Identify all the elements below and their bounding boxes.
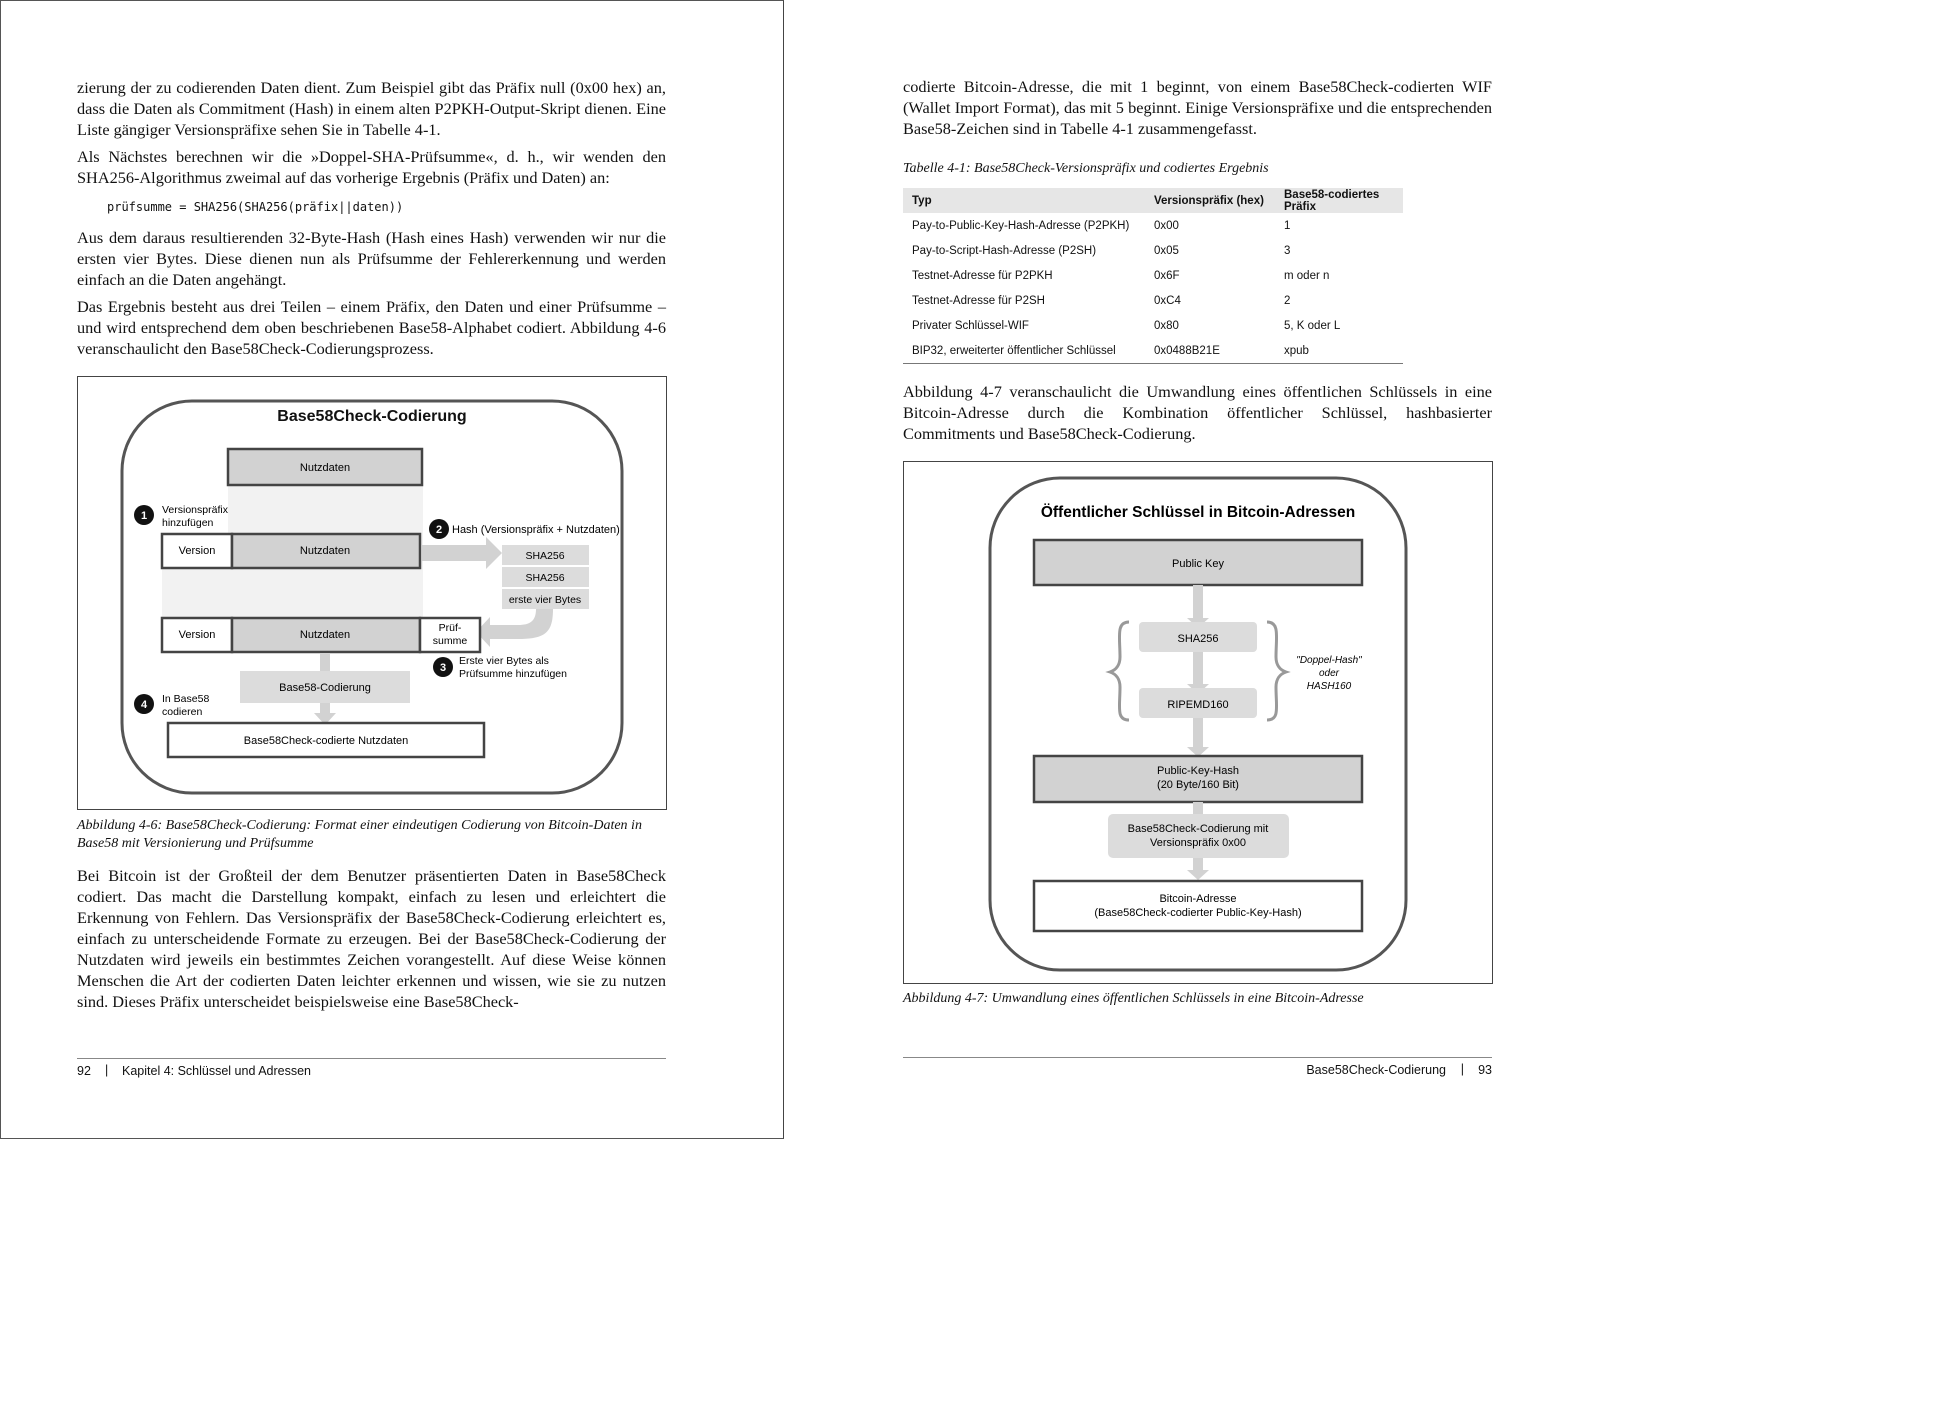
address-box-a: Bitcoin-Adresse: [1159, 893, 1237, 905]
left-page-number: 92: [77, 1064, 91, 1078]
table-row: [903, 213, 1403, 238]
ripemd160-box: RIPEMD160: [1167, 699, 1229, 711]
step-3-label-b: Prüfsumme hinzufügen: [459, 668, 567, 680]
first-four-bytes: erste vier Bytes: [508, 594, 582, 606]
table-cell: 0x0488B21E: [1145, 338, 1275, 364]
table-header-prefix: Versionspräfix (hex): [1145, 188, 1275, 213]
checksum-box-a: Prüf-: [438, 622, 462, 634]
step-4-label-b: codieren: [162, 706, 203, 718]
table-cell: xpub: [1275, 338, 1403, 364]
diagram-title: Öffentlicher Schlüssel in Bitcoin-Adressen: [1040, 504, 1356, 521]
left-chapter-title: Kapitel 4: Schlüssel und Adressen: [122, 1064, 312, 1078]
paragraph-3: Aus dem daraus resultierenden 32-Byte-Hash (Hash eines Hash) verwenden wir nur die ersten vier Bytes. Diese dienen nun als Prüfsumme der Fehlererkennung und werden einfach an die Daten angehängt.: [77, 228, 666, 289]
step-2-number: 2: [435, 524, 443, 536]
double-hash-note-b: oder: [1318, 668, 1340, 679]
table-cell: 0x6F: [1154, 269, 1180, 282]
double-hash-note-a: "Doppel-Hash": [1296, 655, 1362, 666]
pkh-box-b: (20 Byte/160 Bit): [1157, 779, 1239, 791]
left-page: [0, 0, 784, 1139]
sha256-a: SHA256: [525, 550, 565, 562]
base58check-result: Base58Check-codierte Nutzdaten: [243, 735, 409, 747]
footer-separator-left: |: [105, 1063, 109, 1077]
step-3-number: 3: [439, 662, 447, 674]
sha256-b: SHA256: [525, 572, 565, 584]
table-cell: BIP32, erweiterter öffentlicher Schlüssel: [903, 338, 1145, 364]
nutzdaten-top: Nutzdaten: [299, 462, 351, 474]
step-4-number: 4: [140, 699, 148, 711]
table-cell: 0xC4: [1154, 294, 1181, 307]
figure-4-6-caption: Abbildung 4-6: Base58Check-Codierung: Format einer eindeutigen Codierung von Bitcoin-Daten in Base58 mit Versionierung und Prüfsumme: [77, 818, 642, 851]
public-key-box: Public Key: [1172, 558, 1224, 570]
b58-box-b: Versionspräfix 0x00: [1150, 837, 1246, 849]
left-footer: [77, 1058, 666, 1083]
table-cell: Pay-to-Script-Hash-Adresse (P2SH): [912, 244, 1097, 257]
version-prefix-table: [903, 188, 1403, 364]
version-box-1: Version: [178, 545, 216, 557]
pubkey-to-address-diagram: [904, 462, 1491, 982]
table-cell: m oder n: [1284, 269, 1330, 282]
table-cell: 1: [1284, 219, 1291, 232]
table-row: [903, 238, 1403, 263]
table-cell: Testnet-Adresse für P2PKH: [912, 269, 1053, 282]
b58-box-a: Base58Check-Codierung mit: [1127, 823, 1269, 835]
table-4-1-caption: Tabelle 4-1: Base58Check-Versionspräfix und codiertes Ergebnis: [903, 161, 1269, 176]
table-row: [903, 338, 1403, 364]
table-header-type: Typ: [903, 188, 1145, 213]
table-row: [903, 263, 1403, 288]
table-cell: 2: [1284, 294, 1291, 307]
table-cell: Privater Schlüssel-WIF: [912, 319, 1029, 332]
right-footer: [903, 1057, 1492, 1082]
diagram-title: Base58Check-Codierung: [277, 408, 467, 425]
figure-4-7: [903, 461, 1493, 984]
step-1-label-a: Versionspräfix: [162, 504, 228, 516]
double-hash-note-c: HASH160: [1306, 681, 1352, 692]
table-cell: 0x05: [1154, 244, 1179, 257]
checksum-code: prüfsumme = SHA256(SHA256(präfix||daten)): [107, 200, 404, 214]
paragraph-4: Das Ergebnis besteht aus drei Teilen – einem Präfix, den Daten und einer Prüfsumme – und wird entsprechend dem oben beschriebenen Base58-Alphabet codiert. Abbildung 4-6 veranschaulicht den Base58Check-Codierungsprozess.: [77, 297, 666, 358]
table-cell: Testnet-Adresse für P2SH: [912, 294, 1045, 307]
step-1-label-b: hinzufügen: [162, 517, 214, 529]
table-cell: 5, K oder L: [1284, 319, 1341, 332]
footer-separator-right: |: [1460, 1062, 1464, 1076]
table-row: [903, 288, 1403, 313]
step-4-label-a: In Base58: [162, 693, 210, 705]
table-header-row: [903, 188, 1403, 213]
table-cell: 0x80: [1154, 319, 1179, 332]
figure-4-7-caption: Abbildung 4-7: Umwandlung eines öffentlichen Schlüssels in eine Bitcoin-Adresse: [903, 991, 1364, 1006]
right-page-number: 93: [1478, 1063, 1492, 1077]
right-intro-paragraph: codierte Bitcoin-Adresse, die mit 1 beginnt, von einem Base58Check-codierten WIF (Wallet Import Format), das mit 5 beginnt. Einige Versionspräfixe und die entsprechenden Base58-Zeichen sind in Tabelle 4-1 zusammengefasst.: [903, 77, 1492, 138]
paragraph-5: Bei Bitcoin ist der Großteil der dem Benutzer präsentierten Daten in Base58Check codiert. Das macht die Darstellung kompakt, einfach zu lesen und erleichtert die Erkennung von Fehlern. Das Versionspräfix der Base58Check-Codierung erleichtert es, einfach zu unterscheidende Formate zu erzeugen. Bei der Base58Check-Codierung der Nutzdaten wird jeweils ein bestimmtes Zeichen vorangestellt. Auf diese Weise können Menschen die Art der codierten Daten leichter erkennen und wissen, wie sie zu nutzen sind. Dieses Präfix unterscheidet beispielsweise eine Base58Check-: [77, 866, 666, 1011]
table-cell: 3: [1284, 244, 1291, 257]
table-cell: 0x00: [1154, 219, 1179, 232]
right-page: [784, 0, 1557, 1139]
step-3-label-a: Erste vier Bytes als: [459, 655, 549, 667]
right-section-title: Base58Check-Codierung: [1306, 1063, 1446, 1077]
nutzdaten-bottom: Nutzdaten: [299, 629, 351, 641]
address-box-b: (Base58Check-codierter Public-Key-Hash): [1094, 907, 1302, 919]
table-cell: Pay-to-Public-Key-Hash-Adresse (P2PKH): [912, 219, 1130, 232]
table-row: [903, 313, 1403, 338]
nutzdaten-mid: Nutzdaten: [299, 545, 351, 557]
step-2-label: Hash (Versionspräfix + Nutzdaten): [452, 524, 620, 536]
table-header-encoded: Base58-codiertes Präfix: [1275, 188, 1403, 213]
pkh-box-a: Public-Key-Hash: [1157, 765, 1239, 777]
figure-4-6: [77, 376, 667, 810]
step-1-number: 1: [140, 510, 148, 522]
base58check-diagram: [78, 377, 665, 808]
paragraph-2: Als Nächstes berechnen wir die »Doppel-SHA-Prüfsumme«, d. h., wir wenden den SHA256-Algorithmus zweimal auf das vorherige Ergebnis (Präfix und Daten) an:: [77, 147, 666, 187]
sha256-box: SHA256: [1177, 633, 1219, 645]
base58-encode-box: Base58-Codierung: [279, 682, 371, 694]
right-paragraph-2: Abbildung 4-7 veranschaulicht die Umwandlung eines öffentlichen Schlüssels in eine Bitcoin-Adresse durch die Kombination öffentlicher Schlüssel, hashbasierter Commitments und Base58Check-Codierung.: [903, 382, 1492, 443]
paragraph-1: zierung der zu codierenden Daten dient. Zum Beispiel gibt das Präfix null (0x00 hex) an, dass die Daten als Commitment (Hash) in einem alten P2PKH-Output-Skript dienen. Eine Liste gängiger Versionspräfixe sehen Sie in Tabelle 4-1.: [77, 78, 666, 139]
version-box-2: Version: [178, 629, 216, 641]
checksum-box-b: summe: [432, 635, 468, 647]
